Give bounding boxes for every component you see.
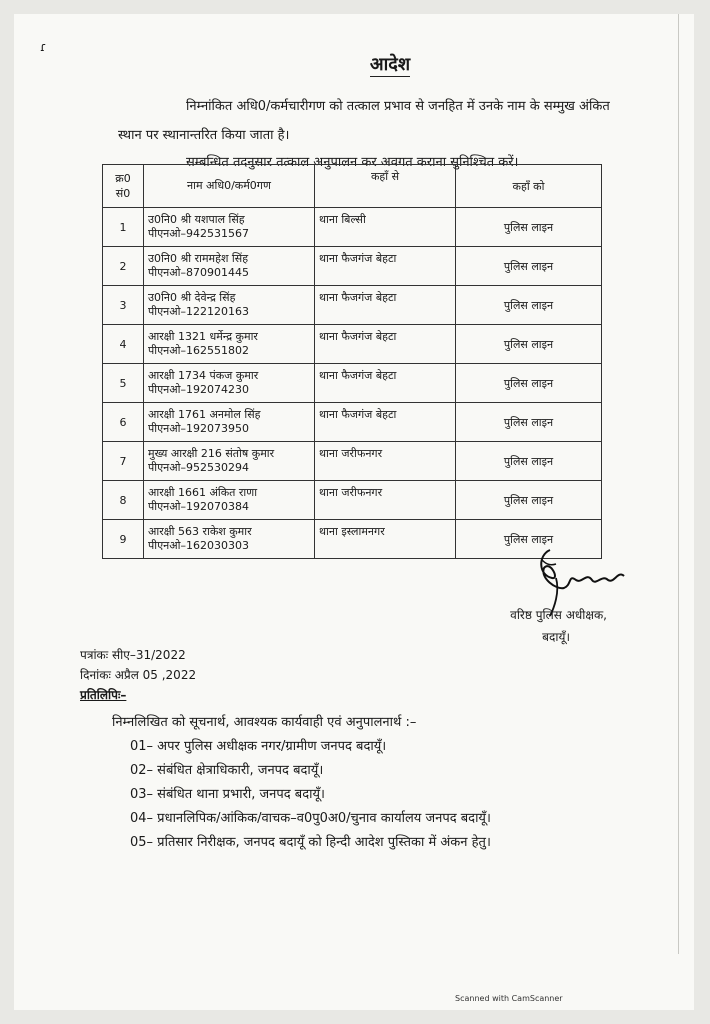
letter-date: दिनांकः अप्रैल 05 ,2022 <box>80 668 197 682</box>
copy-item: 05– प्रतिसार निरीक्षक, जनपद बदायूँ को हिन्दी आदेश पुस्तिका में अंकन हेतु। <box>130 835 491 850</box>
signature-place: बदायूँ। <box>542 630 570 644</box>
cell-to: पुलिस लाइन <box>456 208 602 247</box>
cell-name <box>144 442 315 481</box>
cell-from: थाना फैजगंज बेहटा <box>315 286 456 325</box>
employee-name: उ0नि0 श्री देवेन्द्र सिंह <box>148 291 236 305</box>
employee-pno: पीएनओ–942531567 <box>148 227 250 240</box>
cell-to: पुलिस लाइन <box>456 481 602 520</box>
cell-name <box>144 481 315 520</box>
intro-line-2: स्थान पर स्थानान्तरित किया जाता है। <box>118 128 290 143</box>
table-row <box>103 442 602 481</box>
cell-serial: 9 <box>103 520 144 559</box>
instruction-line: सम्बन्धित तदनुसार तत्काल अनुपालन कर अवगत कराना सुनिश्चित करें। <box>186 155 519 170</box>
employee-name: आरक्षी 1661 अंकित राणा <box>148 486 258 500</box>
table-row <box>103 247 602 286</box>
header-name: नाम अधि0/कर्म0गण <box>144 165 315 208</box>
cell-from: थाना फैजगंज बेहटा <box>315 403 456 442</box>
order-heading: आदेश <box>369 54 411 75</box>
employee-name: आरक्षी 563 राकेश कुमार <box>148 525 252 539</box>
table-row <box>103 481 602 520</box>
cell-name <box>144 286 315 325</box>
cell-to: पुलिस लाइन <box>456 442 602 481</box>
employee-name: मुख्य आरक्षी 216 संतोष कुमार <box>148 447 275 461</box>
cell-from: थाना इस्लामनगर <box>315 520 456 559</box>
cell-name <box>144 364 315 403</box>
copy-item: 03– संबंधित थाना प्रभारी, जनपद बदायूँ। <box>130 787 325 802</box>
table-row <box>103 325 602 364</box>
employee-pno: पीएनओ–162551802 <box>148 344 250 357</box>
table-row <box>103 286 602 325</box>
transfer-table <box>102 164 602 559</box>
employee-name: आरक्षी 1761 अनमोल सिंह <box>148 408 261 422</box>
copy-item: 02– संबंधित क्षेत्राधिकारी, जनपद बदायूँ। <box>130 763 324 778</box>
table-header-row <box>103 165 602 208</box>
header-from: कहाँ से <box>315 165 456 208</box>
cell-serial: 6 <box>103 403 144 442</box>
scanner-watermark: Scanned with CamScanner <box>455 994 563 1003</box>
employee-name: उ0नि0 श्री यशपाल सिंह <box>148 213 245 227</box>
cell-from: थाना जरीफनगर <box>315 442 456 481</box>
employee-pno: पीएनओ–952530294 <box>148 461 250 474</box>
cell-serial: 2 <box>103 247 144 286</box>
employee-pno: पीएनओ–162030303 <box>148 539 250 552</box>
table-row <box>103 364 602 403</box>
cell-serial: 3 <box>103 286 144 325</box>
employee-name: उ0नि0 श्री राममहेश सिंह <box>148 252 249 266</box>
copy-item: 01– अपर पुलिस अधीक्षक नगर/ग्रामीण जनपद बदायूँ। <box>130 739 387 754</box>
corner-mark: ɾ <box>40 40 47 54</box>
table-row <box>103 208 602 247</box>
employee-pno: पीएनओ–192074230 <box>148 383 250 396</box>
cell-from: थाना बिल्सी <box>315 208 456 247</box>
copy-item: 04– प्रधानलिपिक/आंकिक/वाचक–व0पु0अ0/चुनाव कार्यालय जनपद बदायूँ। <box>130 811 491 826</box>
header-serial: क्र0 सं0 <box>103 165 144 208</box>
cell-name <box>144 208 315 247</box>
cell-to: पुलिस लाइन <box>456 403 602 442</box>
signature-designation: वरिष्ठ पुलिस अधीक्षक, <box>510 608 607 622</box>
intro-line-1: निम्नांकित अधि0/कर्मचारीगण को तत्काल प्रभाव से जनहित में उनके नाम के सम्मुख अंकित <box>186 99 610 114</box>
cell-serial: 4 <box>103 325 144 364</box>
employee-pno: पीएनओ–122120163 <box>148 305 250 318</box>
page-fold-line <box>678 14 679 954</box>
cell-from: थाना जरीफनगर <box>315 481 456 520</box>
cell-serial: 5 <box>103 364 144 403</box>
letter-number: पत्रांकः सीए–31/2022 <box>80 648 186 662</box>
cell-name <box>144 403 315 442</box>
cell-name <box>144 325 315 364</box>
employee-pno: पीएनओ–192073950 <box>148 422 250 435</box>
cell-to: पुलिस लाइन <box>456 286 602 325</box>
cell-name <box>144 520 315 559</box>
header-to: कहाँ को <box>456 165 602 208</box>
cell-from: थाना फैजगंज बेहटा <box>315 325 456 364</box>
cell-name <box>144 247 315 286</box>
cell-to: पुलिस लाइन <box>456 520 602 559</box>
cell-from: थाना फैजगंज बेहटा <box>315 364 456 403</box>
cell-to: पुलिस लाइन <box>456 364 602 403</box>
employee-pno: पीएनओ–870901445 <box>148 266 250 279</box>
cell-to: पुलिस लाइन <box>456 247 602 286</box>
employee-pno: पीएनओ–192070384 <box>148 500 250 513</box>
employee-name: आरक्षी 1734 पंकज कुमार <box>148 369 259 383</box>
cell-serial: 7 <box>103 442 144 481</box>
cell-from: थाना फैजगंज बेहटा <box>315 247 456 286</box>
employee-name: आरक्षी 1321 धर्मेन्द्र कुमार <box>148 330 258 344</box>
cell-serial: 8 <box>103 481 144 520</box>
cell-serial: 1 <box>103 208 144 247</box>
cell-to: पुलिस लाइन <box>456 325 602 364</box>
table-row <box>103 403 602 442</box>
copy-heading: प्रतिलिपिः– <box>80 688 127 702</box>
copy-intro: निम्नलिखित को सूचनार्थ, आवश्यक कार्यवाही एवं अनुपालनार्थ :– <box>112 715 417 730</box>
